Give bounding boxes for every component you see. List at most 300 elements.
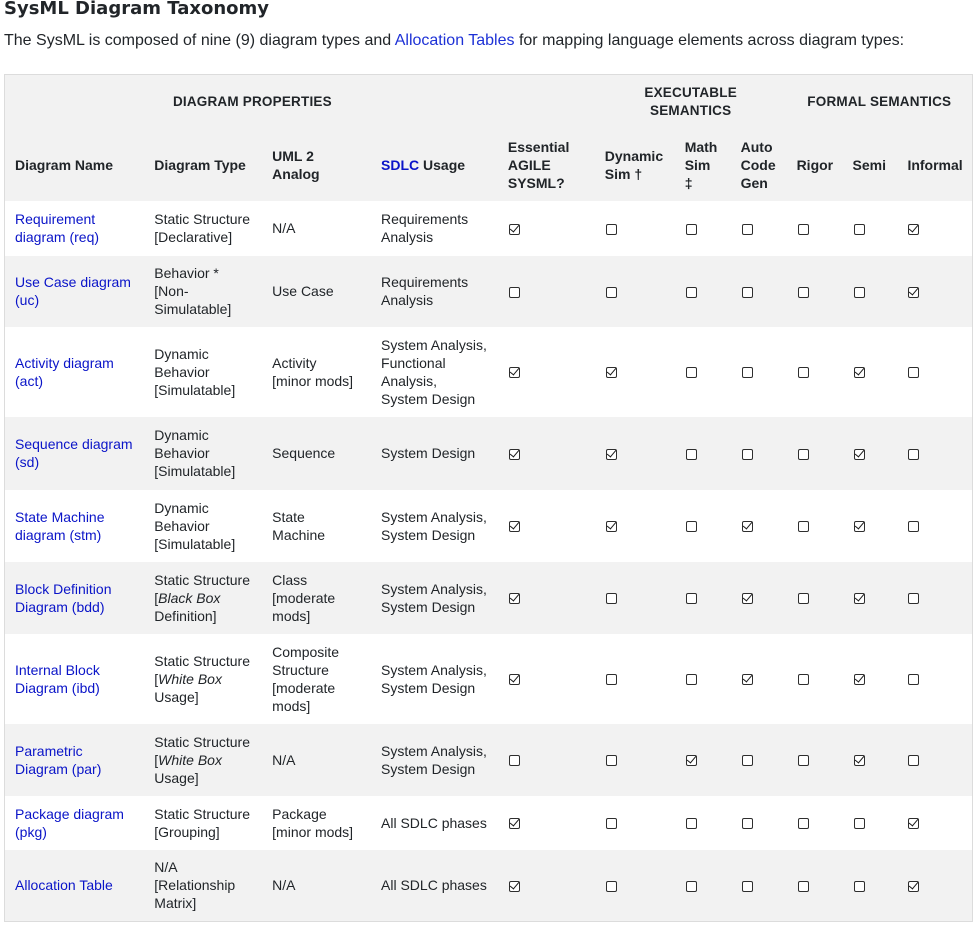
uml-analog-cell (262, 634, 371, 724)
informal-cell (897, 490, 972, 562)
semi-checkbox[interactable] (854, 449, 865, 460)
sdlc-usage-line: Analysis, (381, 372, 438, 389)
rigor-checkbox[interactable] (798, 521, 809, 532)
header-uml-line2: Analog (272, 166, 320, 182)
informal-checkbox[interactable] (908, 818, 919, 829)
semi-checkbox[interactable] (854, 755, 865, 766)
uml-analog-line: [minor mods] (272, 372, 354, 389)
semi-cell (843, 417, 898, 490)
essential-agile-checkbox[interactable] (509, 224, 520, 235)
math-sim-cell (675, 327, 731, 417)
auto-code-gen-cell (731, 417, 787, 490)
dynamic-sim-checkbox[interactable] (606, 224, 617, 235)
uml-analog-line: [moderate (272, 679, 336, 696)
sdlc-usage-cell (371, 201, 498, 256)
informal-cell (897, 634, 972, 724)
rigor-cell (787, 796, 843, 850)
dynamic-sim-cell (595, 417, 675, 490)
diagram-name-link[interactable] (15, 743, 101, 777)
diagram-type-cell (144, 201, 262, 256)
header-agile-line3: SYSML? (507, 175, 565, 191)
sdlc-usage-cell (371, 850, 498, 922)
sdlc-usage-line: Analysis (381, 229, 434, 245)
diagram-type-italic: White Box (158, 670, 222, 687)
diagram-type-line: Static Structure (154, 571, 250, 588)
essential-agile-cell (498, 256, 595, 327)
sdlc-usage-line: Requirements (381, 274, 469, 290)
header-agile-line2: AGILE (507, 157, 551, 173)
table-row (5, 417, 973, 490)
essential-agile-cell (498, 634, 595, 724)
math-sim-checkbox[interactable] (686, 367, 697, 378)
diagram-type-line: [Non- (154, 283, 189, 299)
semi-checkbox[interactable] (854, 674, 865, 685)
auto-code-gen-cell (731, 634, 787, 724)
diagram-name-line: (uc) (15, 292, 40, 308)
diagram-name-link[interactable] (15, 877, 113, 893)
informal-checkbox[interactable] (908, 449, 919, 460)
rigor-cell (787, 201, 843, 256)
dynamic-sim-cell (595, 796, 675, 850)
header-rigor: Rigor (796, 157, 834, 173)
diagram-name-line: diagram (stm) (15, 526, 102, 543)
table-row (5, 724, 973, 796)
table-row (5, 256, 973, 327)
math-sim-checkbox[interactable] (686, 521, 697, 532)
uml-analog-line: mods] (272, 697, 311, 714)
dynamic-sim-cell (595, 562, 675, 634)
math-sim-checkbox[interactable] (686, 224, 697, 235)
informal-checkbox[interactable] (908, 755, 919, 766)
informal-checkbox[interactable] (908, 593, 919, 604)
essential-agile-cell (498, 724, 595, 796)
diagram-type-cell (144, 850, 262, 922)
math-sim-cell (675, 724, 731, 796)
allocation-tables-link[interactable]: Allocation Tables (394, 32, 515, 49)
informal-cell (897, 256, 972, 327)
diagram-type-line: Usage] (154, 688, 199, 705)
essential-agile-checkbox[interactable] (509, 881, 520, 892)
dynamic-sim-checkbox[interactable] (606, 521, 617, 532)
semi-checkbox[interactable] (854, 521, 865, 532)
uml-analog-line: Composite (272, 643, 340, 660)
uml-analog-cell (262, 256, 371, 327)
diagram-name-link[interactable] (15, 662, 100, 696)
semi-cell (843, 850, 898, 922)
intro-text-before: The SysML is composed of nine (9) diagram types and (4, 32, 395, 49)
uml-analog-line: [moderate (272, 589, 336, 606)
sdlc-usage-cell (371, 724, 498, 796)
diagram-type-cell (144, 634, 262, 724)
auto-code-gen-cell (731, 796, 787, 850)
essential-agile-checkbox[interactable] (509, 367, 520, 378)
group-diagram-properties: DIAGRAM PROPERTIES (172, 94, 332, 110)
table-row (5, 201, 973, 256)
header-diagram-type: Diagram Type (154, 157, 246, 173)
rigor-checkbox[interactable] (798, 881, 809, 892)
diagram-type-bracket: [ (154, 589, 159, 606)
diagram-name-link[interactable] (15, 509, 105, 543)
diagram-type-italic: White Box (158, 751, 222, 768)
diagram-name-line: Allocation Table (15, 877, 113, 894)
header-sdlc-usage (371, 130, 498, 201)
diagram-name-line: diagram (req) (15, 229, 100, 245)
diagram-name-cell (5, 724, 145, 796)
diagram-type-cell (144, 796, 262, 850)
diagram-name-line: (sd) (15, 454, 40, 470)
semi-checkbox[interactable] (854, 367, 865, 378)
diagram-name-line: Requirement (15, 211, 96, 227)
diagram-name-cell (5, 634, 145, 724)
math-sim-cell (675, 201, 731, 256)
math-sim-checkbox[interactable] (686, 449, 697, 460)
essential-agile-cell (498, 850, 595, 922)
sdlc-usage-line: System Design (381, 445, 476, 461)
math-sim-cell (675, 850, 731, 922)
sdlc-usage-cell (371, 490, 498, 562)
sdlc-usage-line: System Design (381, 390, 476, 407)
semi-cell (843, 490, 898, 562)
diagram-name-cell (5, 490, 145, 562)
header-auto-line1: Auto (740, 139, 773, 155)
diagram-name-line: Block Definition (15, 580, 112, 597)
diagram-type-line: Dynamic (154, 427, 209, 443)
semi-checkbox[interactable] (854, 287, 865, 298)
diagram-name-link[interactable] (15, 581, 112, 615)
diagram-type-line: Behavior (154, 363, 210, 380)
sdlc-usage-line: System Analysis, (381, 580, 487, 597)
rigor-checkbox[interactable] (798, 593, 809, 604)
informal-cell (897, 201, 972, 256)
header-math-line2: Sim (684, 157, 711, 173)
diagram-name-cell (5, 796, 145, 850)
rigor-cell (787, 850, 843, 922)
essential-agile-checkbox[interactable] (509, 755, 520, 766)
diagram-type-line: [Relationship (154, 877, 236, 894)
dynamic-sim-checkbox[interactable] (606, 818, 617, 829)
auto-code-gen-checkbox[interactable] (742, 521, 753, 532)
rigor-cell (787, 724, 843, 796)
auto-code-gen-checkbox[interactable] (742, 593, 753, 604)
sdlc-usage-cell (371, 796, 498, 850)
dynamic-sim-cell (595, 327, 675, 417)
table-row (5, 490, 973, 562)
informal-cell (897, 724, 972, 796)
diagram-name-line: Package diagram (15, 805, 124, 822)
math-sim-cell (675, 634, 731, 724)
dynamic-sim-cell (595, 256, 675, 327)
math-sim-cell (675, 417, 731, 490)
header-auto-line3: Gen (740, 175, 768, 191)
diagram-name-line: State Machine (15, 508, 105, 525)
diagram-type-cell (144, 327, 262, 417)
auto-code-gen-checkbox[interactable] (742, 367, 753, 378)
diagram-name-line: Diagram (bdd) (15, 598, 105, 615)
math-sim-checkbox[interactable] (686, 755, 697, 766)
dynamic-sim-checkbox[interactable] (606, 367, 617, 378)
diagram-type-line: Simulatable] (154, 301, 232, 317)
diagram-type-cell (144, 724, 262, 796)
dynamic-sim-checkbox[interactable] (606, 287, 617, 298)
informal-checkbox[interactable] (908, 521, 919, 532)
auto-code-gen-cell (731, 327, 787, 417)
diagram-name-cell (5, 417, 145, 490)
header-auto-code-gen (731, 130, 787, 201)
rigor-cell (787, 417, 843, 490)
auto-code-gen-checkbox[interactable] (742, 755, 753, 766)
diagram-name-link[interactable] (15, 274, 131, 308)
sdlc-usage-line: All SDLC phases (381, 814, 487, 831)
rigor-checkbox[interactable] (798, 674, 809, 685)
informal-checkbox[interactable] (908, 287, 919, 298)
diagram-type-line: Dynamic (154, 345, 209, 362)
uml-analog-line: Sequence (272, 445, 336, 461)
diagram-type-line: Static Structure (154, 652, 250, 669)
uml-analog-line: Structure (272, 661, 329, 678)
math-sim-checkbox[interactable] (686, 818, 697, 829)
essential-agile-checkbox[interactable] (509, 674, 520, 685)
dynamic-sim-cell (595, 724, 675, 796)
sdlc-usage-cell (371, 256, 498, 327)
header-informal: Informal (907, 157, 963, 173)
informal-cell (897, 417, 972, 490)
dynamic-sim-checkbox[interactable] (606, 755, 617, 766)
header-math-line3: ‡ (684, 175, 693, 191)
rigor-checkbox[interactable] (798, 287, 809, 298)
diagram-type-italic: Black Box (158, 589, 221, 606)
diagram-name-line: (pkg) (15, 823, 47, 840)
page-title: SysML Diagram Taxonomy (4, 0, 269, 19)
diagram-name-cell (5, 201, 145, 256)
essential-agile-checkbox[interactable] (509, 287, 520, 298)
uml-analog-cell (262, 562, 371, 634)
semi-cell (843, 724, 898, 796)
sdlc-usage-cell (371, 327, 498, 417)
sdlc-usage-line: System Analysis, (381, 661, 487, 678)
informal-checkbox[interactable] (908, 224, 919, 235)
essential-agile-cell (498, 327, 595, 417)
auto-code-gen-cell (731, 201, 787, 256)
semi-checkbox[interactable] (854, 881, 865, 892)
dynamic-sim-checkbox[interactable] (606, 593, 617, 604)
uml-analog-cell (262, 724, 371, 796)
diagram-name-link[interactable] (15, 355, 114, 389)
diagram-name-line: Diagram (par) (15, 760, 102, 777)
dynamic-sim-checkbox[interactable] (606, 449, 617, 460)
semi-cell (843, 327, 898, 417)
table-row (5, 796, 973, 850)
diagram-type-line: Static Structure (154, 805, 250, 822)
dynamic-sim-checkbox[interactable] (606, 674, 617, 685)
group-header-row (5, 75, 973, 130)
diagram-type-line: Behavior (154, 445, 210, 461)
informal-cell (897, 850, 972, 922)
table-row (5, 327, 973, 417)
rigor-checkbox[interactable] (798, 818, 809, 829)
rigor-checkbox[interactable] (798, 367, 809, 378)
essential-agile-checkbox[interactable] (509, 818, 520, 829)
rigor-cell (787, 562, 843, 634)
informal-checkbox[interactable] (908, 881, 919, 892)
diagram-type-bracket: [ (154, 670, 159, 687)
auto-code-gen-cell (731, 490, 787, 562)
sdlc-usage-line: System Analysis, (381, 742, 487, 759)
taxonomy-table (4, 74, 973, 922)
sdlc-usage-line: Functional (381, 354, 446, 371)
auto-code-gen-checkbox[interactable] (742, 449, 753, 460)
informal-cell (897, 562, 972, 634)
auto-code-gen-checkbox[interactable] (742, 674, 753, 685)
header-math-sim (675, 130, 731, 201)
diagram-type-line: Definition] (154, 607, 217, 624)
diagram-type-line: Matrix] (154, 895, 197, 912)
group-executable-semantics (595, 75, 787, 130)
dynamic-sim-checkbox[interactable] (606, 881, 617, 892)
table-row (5, 634, 973, 724)
auto-code-gen-cell (731, 850, 787, 922)
header-math-line1: Math (684, 139, 718, 155)
semi-cell (843, 201, 898, 256)
diagram-name-line: Internal Block (15, 661, 100, 678)
uml-analog-cell (262, 201, 371, 256)
rigor-checkbox[interactable] (798, 449, 809, 460)
diagram-name-cell (5, 850, 145, 922)
table-row (5, 850, 973, 922)
math-sim-cell (675, 256, 731, 327)
diagram-name-line: Sequence diagram (15, 436, 133, 452)
essential-agile-cell (498, 562, 595, 634)
header-uml-analog (262, 130, 371, 201)
diagram-name-line: Parametric (15, 742, 83, 759)
math-sim-cell (675, 490, 731, 562)
sdlc-usage-line: Analysis (381, 292, 434, 308)
header-dyn-line1: Dynamic (604, 148, 664, 164)
uml-analog-line: Package (272, 805, 327, 822)
header-uml-line1: UML 2 (272, 148, 314, 164)
table-row (5, 562, 973, 634)
auto-code-gen-checkbox[interactable] (742, 287, 753, 298)
intro-paragraph (4, 30, 904, 52)
diagram-name-link[interactable] (15, 211, 99, 245)
informal-cell (897, 327, 972, 417)
sdlc-link[interactable]: SDLC (381, 157, 420, 173)
diagram-name-line: Use Case diagram (15, 274, 131, 290)
semi-cell (843, 796, 898, 850)
intro-text-after: for mapping language elements across diagram types: (514, 32, 905, 49)
uml-analog-line: Use Case (272, 283, 334, 299)
math-sim-checkbox[interactable] (686, 593, 697, 604)
sdlc-usage-line: System Analysis, (381, 336, 487, 353)
sdlc-usage-line: System Analysis, (381, 508, 487, 525)
group-executable-line2: SEMANTICS (650, 103, 732, 119)
diagram-name-line: (act) (15, 372, 43, 389)
diagram-type-bracket: [ (154, 751, 159, 768)
uml-analog-line: N/A (272, 751, 296, 768)
auto-code-gen-checkbox[interactable] (742, 224, 753, 235)
informal-cell (897, 796, 972, 850)
header-dynamic-sim (595, 130, 675, 201)
rigor-cell (787, 490, 843, 562)
uml-analog-line: Class (272, 571, 308, 588)
semi-checkbox[interactable] (854, 818, 865, 829)
uml-analog-line: N/A (272, 877, 296, 894)
auto-code-gen-cell (731, 562, 787, 634)
rigor-checkbox[interactable] (798, 755, 809, 766)
dynamic-sim-cell (595, 490, 675, 562)
essential-agile-checkbox[interactable] (509, 521, 520, 532)
header-agile-line1: Essential (507, 139, 570, 155)
semi-checkbox[interactable] (854, 224, 865, 235)
math-sim-cell (675, 796, 731, 850)
semi-cell (843, 562, 898, 634)
uml-analog-cell (262, 796, 371, 850)
sdlc-usage-cell (371, 562, 498, 634)
auto-code-gen-cell (731, 724, 787, 796)
uml-analog-line: Machine (272, 526, 326, 543)
rigor-cell (787, 256, 843, 327)
math-sim-checkbox[interactable] (686, 881, 697, 892)
diagram-name-cell (5, 256, 145, 327)
semi-cell (843, 634, 898, 724)
uml-analog-line: N/A (272, 220, 296, 236)
math-sim-checkbox[interactable] (686, 287, 697, 298)
informal-checkbox[interactable] (908, 367, 919, 378)
sdlc-usage-line: System Design (381, 598, 476, 615)
dynamic-sim-cell (595, 634, 675, 724)
diagram-name-link[interactable] (15, 806, 124, 840)
header-semi: Semi (852, 157, 886, 173)
essential-agile-checkbox[interactable] (509, 449, 520, 460)
column-header-row (5, 130, 973, 201)
uml-analog-line: State (272, 508, 305, 525)
diagram-type-line: Behavior (154, 517, 210, 534)
sdlc-usage-line: System Design (381, 679, 476, 696)
diagram-type-line: Static Structure (154, 211, 250, 227)
diagram-type-line: N/A (154, 859, 178, 876)
semi-cell (843, 256, 898, 327)
auto-code-gen-checkbox[interactable] (742, 881, 753, 892)
header-auto-line2: Code (740, 157, 776, 173)
diagram-type-cell (144, 256, 262, 327)
diagram-type-cell (144, 417, 262, 490)
rigor-cell (787, 634, 843, 724)
uml-analog-cell (262, 327, 371, 417)
diagram-name-cell (5, 327, 145, 417)
informal-checkbox[interactable] (908, 674, 919, 685)
diagram-type-line: [Grouping] (154, 823, 220, 840)
diagram-type-line: [Simulatable] (154, 535, 236, 552)
diagram-type-line: Dynamic (154, 499, 209, 516)
auto-code-gen-checkbox[interactable] (742, 818, 753, 829)
semi-checkbox[interactable] (854, 593, 865, 604)
diagram-type-line: Static Structure (154, 733, 250, 750)
dynamic-sim-cell (595, 201, 675, 256)
rigor-checkbox[interactable] (798, 224, 809, 235)
diagram-name-link[interactable] (15, 436, 133, 470)
diagram-type-line: [Simulatable] (154, 463, 236, 479)
essential-agile-cell (498, 796, 595, 850)
essential-agile-cell (498, 490, 595, 562)
sdlc-usage-cell (371, 634, 498, 724)
essential-agile-cell (498, 201, 595, 256)
uml-analog-line: [minor mods] (272, 823, 354, 840)
rigor-cell (787, 327, 843, 417)
group-executable-line1: EXECUTABLE (644, 85, 737, 101)
math-sim-checkbox[interactable] (686, 674, 697, 685)
diagram-name-cell (5, 562, 145, 634)
diagram-type-line: [Simulatable] (154, 381, 236, 398)
essential-agile-checkbox[interactable] (509, 593, 520, 604)
